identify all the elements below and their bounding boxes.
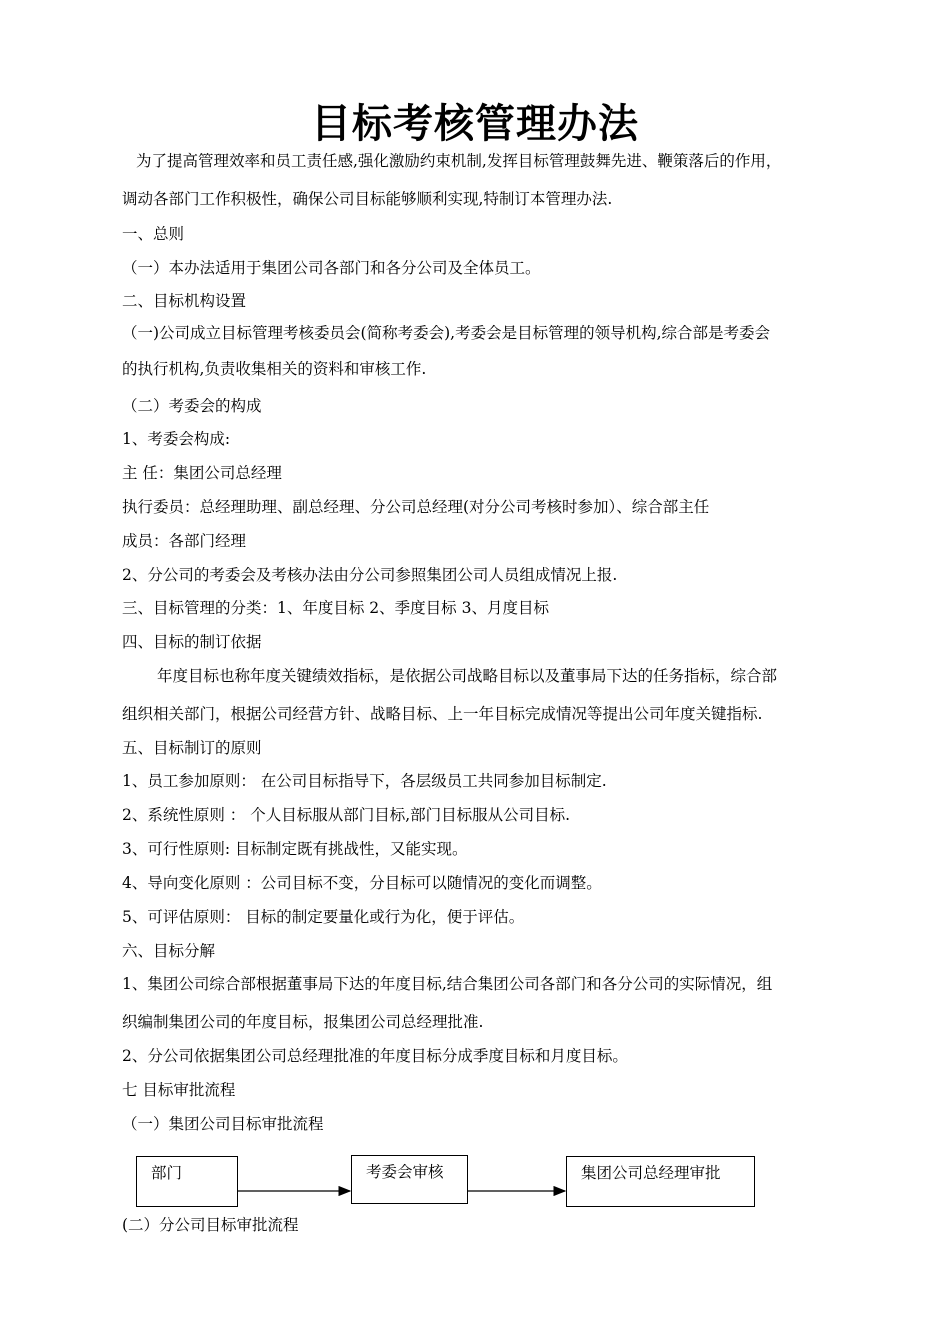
section-2-item-1-line-1: （一)公司成立目标管理考核委员会(简称考委会),考委会是目标管理的领导机构,综合部是考委会 (122, 324, 770, 342)
flow-box-department: 部门 (136, 1156, 238, 1207)
section-1-item-1: （一）本办法适用于集团公司各部门和各分公司及全体员工。 (122, 259, 541, 277)
section-heading-2: 二、目标机构设置 (122, 292, 247, 310)
group-approval-flow-heading: （一）集团公司目标审批流程 (122, 1115, 324, 1133)
section-heading-5: 五、目标制订的原则 (122, 739, 262, 757)
intro-line-1: 为了提高管理效率和员工责任感,强化激励约束机制,发挥目标管理鼓舞先进、鞭策落后的作用， (136, 152, 782, 170)
principle-4: 4、导向变化原则 ：公司目标不变，分目标可以随情况的变化而调整。 (122, 874, 602, 892)
branch-committee: 2、分公司的考委会及考核办法由分公司参照集团公司人员组成情况上报. (122, 566, 618, 584)
committee-composition: 1、考委会构成: (122, 430, 231, 448)
section-heading-7: 七 目标审批流程 (122, 1081, 236, 1099)
section-heading-6: 六、目标分解 (122, 942, 216, 960)
section-heading-3: 三、目标管理的分类：1、年度目标 2、季度目标 3、月度目标 (122, 599, 549, 617)
section-heading-4: 四、目标的制订依据 (122, 633, 262, 651)
branch-approval-flow-heading: (二）分公司目标审批流程 (122, 1216, 299, 1234)
section-4-line-1: 年度目标也称年度关键绩效指标，是依据公司战略目标以及董事局下达的任务指标，综合部 (157, 667, 778, 685)
flow-box-gm-approval: 集团公司总经理审批 (566, 1156, 755, 1207)
decomposition-1-line-2: 织编制集团公司的年度目标，报集团公司总经理批准. (122, 1013, 484, 1031)
section-2-item-1-line-2: 的执行机构,负责收集相关的资料和审核工作. (122, 360, 427, 378)
committee-director: 主 任：集团公司总经理 (122, 464, 282, 482)
intro-line-2: 调动各部门工作积极性，确保公司目标能够顺利实现,特制订本管理办法. (122, 190, 613, 208)
section-4-line-2: 组织相关部门，根据公司经营方针、战略目标、上一年目标完成情况等提出公司年度关键指标. (122, 705, 763, 723)
principle-2: 2、系统性原则 ： 个人目标服从部门目标,部门目标服从公司目标. (122, 806, 571, 824)
document-title: 目标考核管理办法 (311, 101, 639, 147)
decomposition-1-line-1: 1、集团公司综合部根据董事局下达的年度目标,结合集团公司各部门和各分公司的实际情况，组 (122, 975, 773, 993)
committee-executive: 执行委员：总经理助理、副总经理、分公司总经理(对分公司考核时参加）、综合部主任 (122, 498, 710, 516)
flow-box-committee-review: 考委会审核 (351, 1155, 468, 1204)
section-2-item-2: （二）考委会的构成 (122, 397, 262, 415)
section-heading-1: 一、总则 (122, 225, 185, 243)
principle-3: 3、可行性原则: 目标制定既有挑战性，又能实现。 (122, 840, 468, 858)
principle-1: 1、员工参加原则： 在公司目标指导下，各层级员工共同参加目标制定. (122, 772, 607, 790)
committee-members: 成员：各部门经理 (122, 532, 247, 550)
decomposition-2: 2、分公司依据集团公司总经理批准的年度目标分成季度目标和月度目标。 (122, 1047, 628, 1065)
principle-5: 5、可评估原则： 目标的制定要量化或行为化，便于评估。 (122, 908, 525, 926)
